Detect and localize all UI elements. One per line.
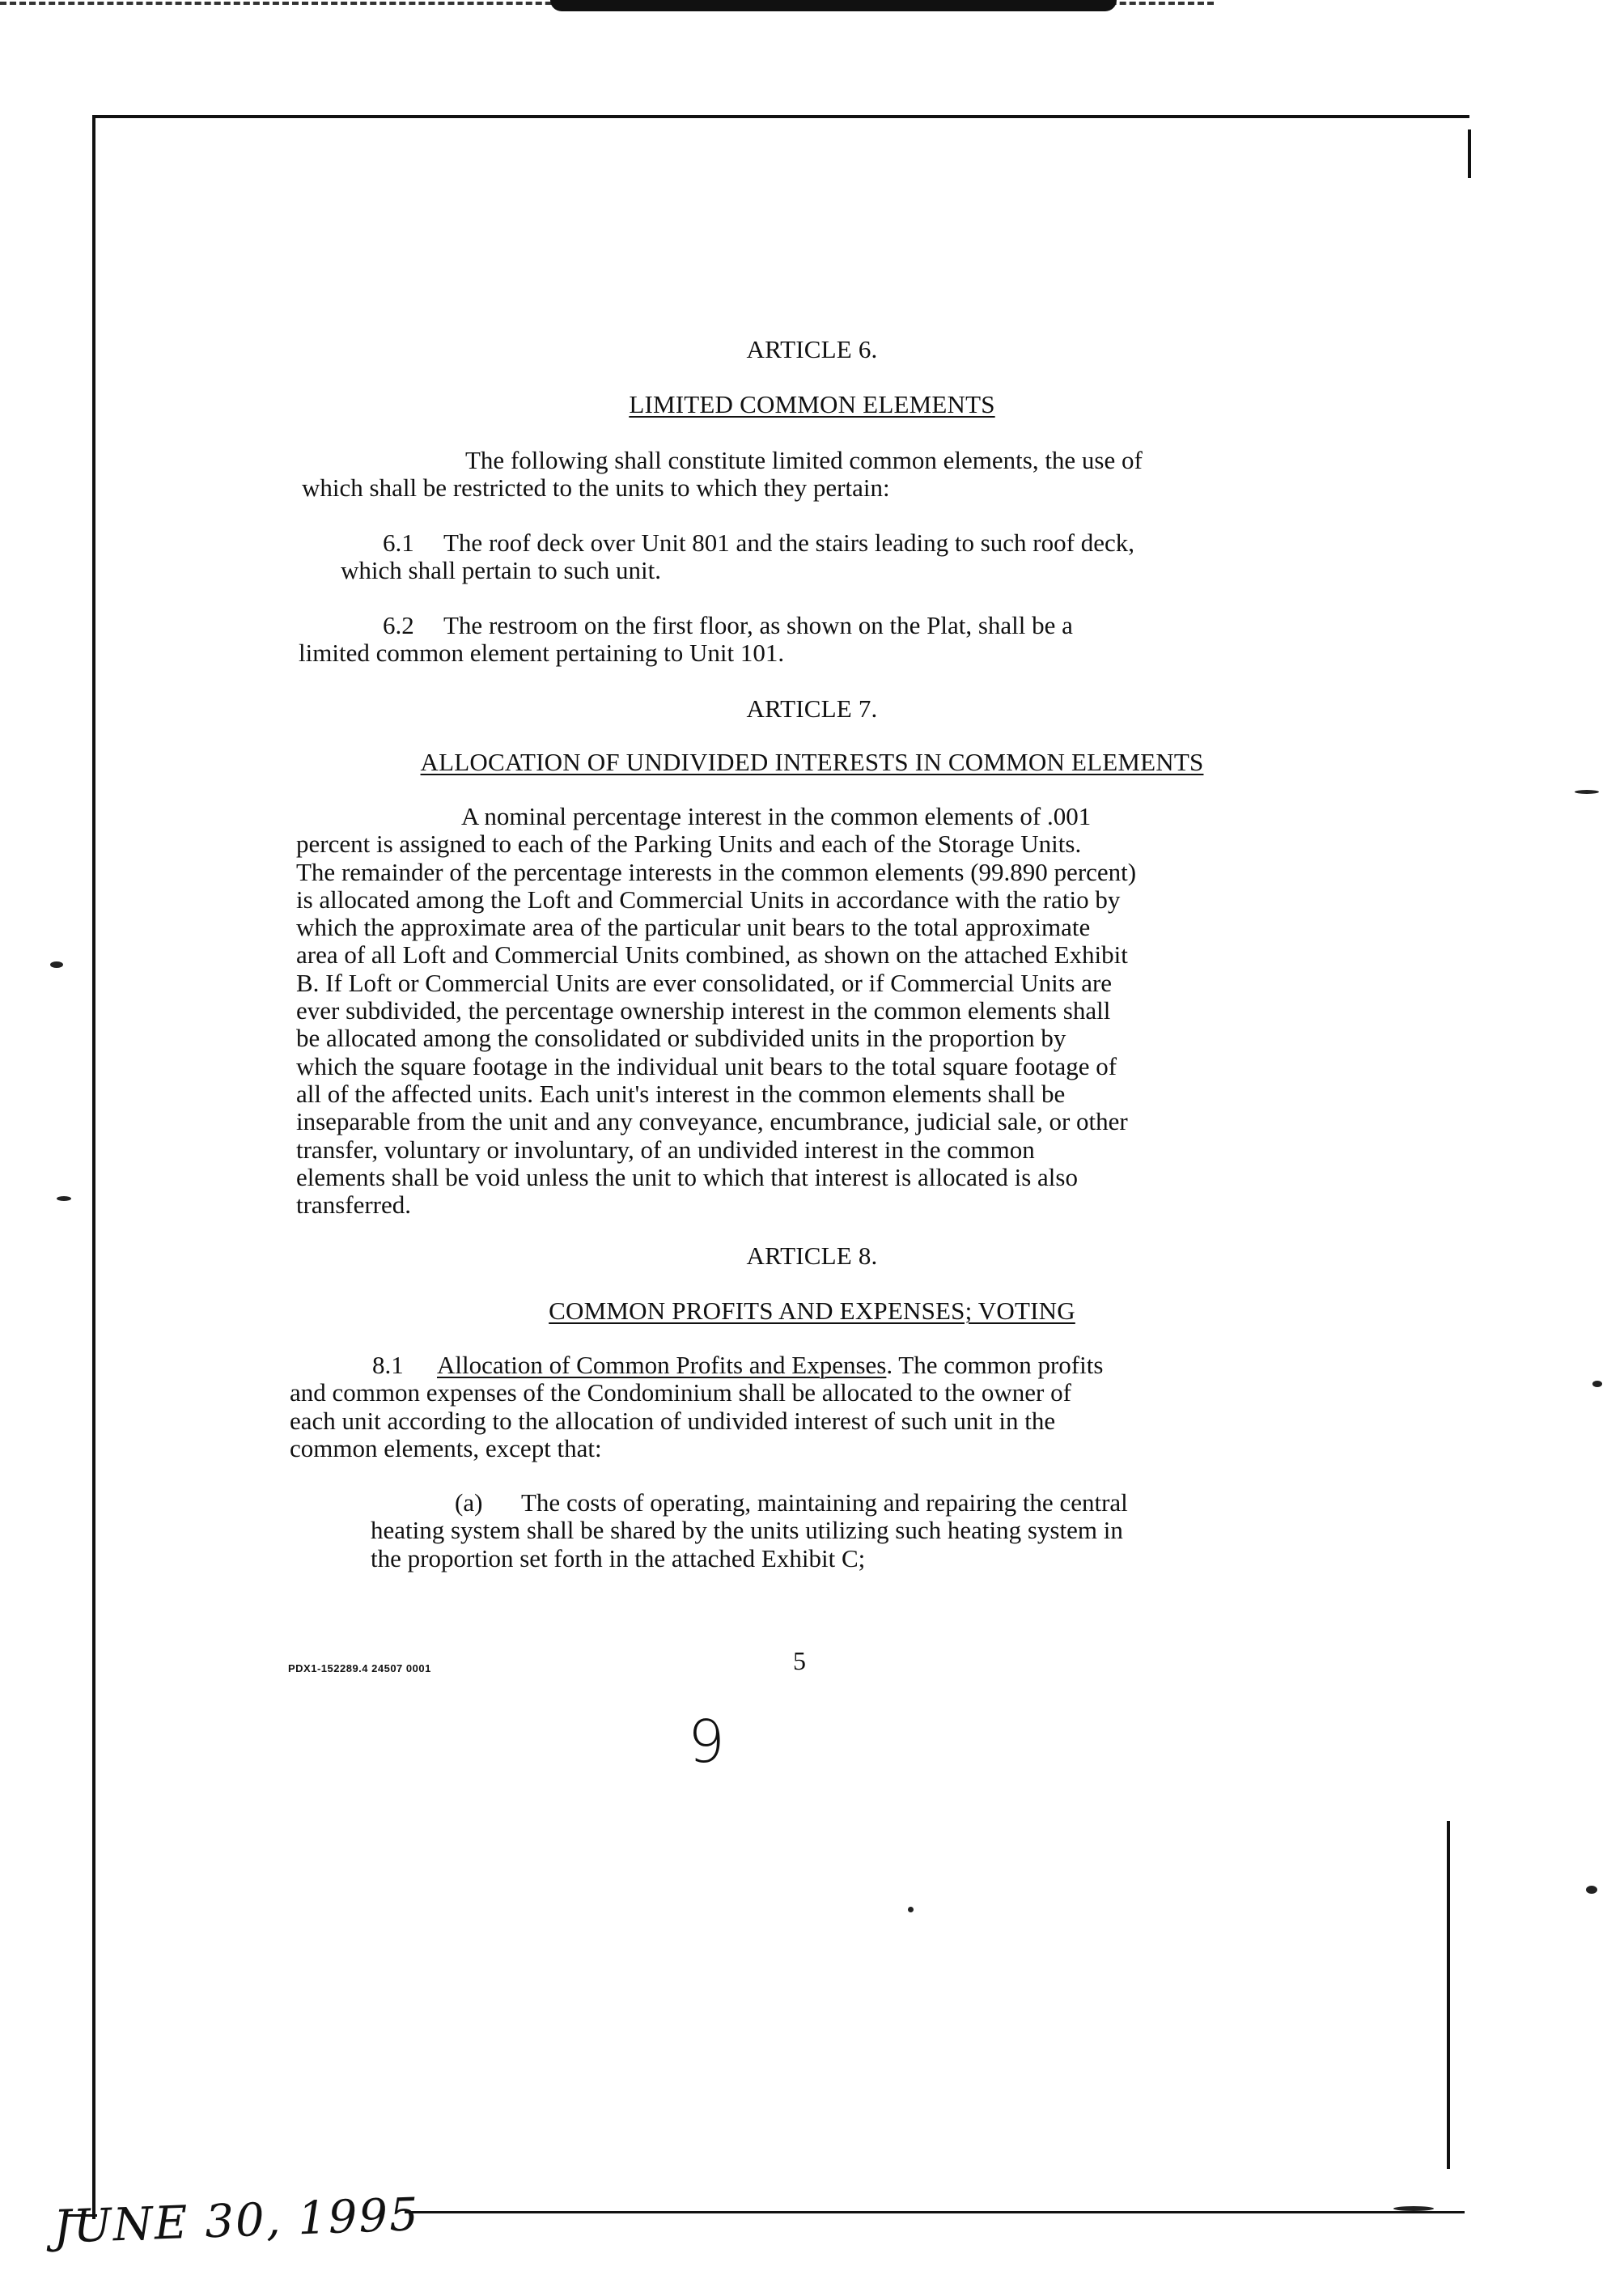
article-7-line: A nominal percentage interest in the common elements of .001 [461, 802, 1092, 830]
article-6-item-2-line2: limited common element pertaining to Unit 101. [299, 639, 785, 668]
article-6-intro [302, 447, 1281, 503]
article-6-item-2-text: The restroom on the first floor, as shown on the Plat, shall be a [443, 611, 1073, 639]
item-number: 6.1 [383, 528, 414, 557]
frame-right-bottom-line [1447, 1821, 1450, 2169]
article-8-sub-a-line1 [371, 1489, 1309, 1517]
article-8-title-text: ARTICLE 8. [746, 1241, 878, 1270]
page-number: 5 [793, 1646, 806, 1675]
scan-speck [1575, 790, 1599, 794]
scan-speck [908, 1907, 914, 1912]
article-6-title [0, 335, 1624, 364]
article-6-heading-text: LIMITED COMMON ELEMENTS [629, 390, 995, 418]
article-8-title [0, 1241, 1624, 1271]
article-7-heading-text: ALLOCATION OF UNDIVIDED INTERESTS IN COMMON ELEMENTS [420, 748, 1204, 776]
article-6-item-1 [341, 529, 1279, 585]
article-7-title-text: ARTICLE 7. [746, 694, 878, 723]
article-8-item-1 [290, 1352, 1301, 1462]
article-8-item-1-text: . The common profits [886, 1351, 1104, 1379]
article-6-title-text: ARTICLE 6. [746, 335, 878, 363]
article-6-item-1-line1 [341, 529, 1279, 557]
scan-speck [1586, 1886, 1597, 1894]
document-code: PDX1-152289.4 24507 0001 [288, 1662, 431, 1674]
article-7-line: transfer, voluntary or involuntary, of an undivided interest in the common [296, 1135, 1035, 1164]
article-7-body [296, 803, 1312, 1219]
scan-speck [1393, 2206, 1434, 2211]
article-8-sub-a [371, 1489, 1309, 1572]
scan-speck [1592, 1381, 1602, 1387]
article-7-line: area of all Loft and Commercial Units combined, as shown on the attached Exhibit [296, 940, 1128, 970]
article-6-intro-line1: The following shall constitute limited common elements, the use of [465, 446, 1143, 474]
frame-top-line [94, 115, 1469, 118]
item-number: 6.2 [383, 611, 414, 639]
article-7-line: The remainder of the percentage interests in the common elements (99.890 percent) [296, 857, 1137, 886]
handwritten-page-number: 9 [688, 1708, 725, 1776]
article-7-line: is allocated among the Loft and Commercial Units in accordance with the ratio by [296, 885, 1121, 914]
article-8-item-1-line: each unit according to the allocation of undivided interest of such unit in the [290, 1406, 1056, 1435]
article-8-sub-a-line: heating system shall be shared by the units utilizing such heating system in [371, 1516, 1123, 1545]
article-6-intro-line2: which shall be restricted to the units to which they pertain: [302, 473, 890, 503]
sub-item-label: (a) [455, 1488, 483, 1517]
scan-speck [50, 961, 63, 968]
handwritten-date: JUNE 30, 1995 [53, 2188, 421, 2254]
article-8-sub-a-line: the proportion set forth in the attached Exhibit C; [371, 1543, 866, 1572]
article-8-heading-text: COMMON PROFITS AND EXPENSES; VOTING [549, 1297, 1075, 1325]
article-6-item-1-text: The roof deck over Unit 801 and the stairs leading to such roof deck, [443, 528, 1134, 557]
article-7-heading [0, 748, 1624, 777]
article-7-line: all of the affected units. Each unit's interest in the common elements shall be [296, 1079, 1066, 1108]
frame-left-line [92, 115, 95, 2219]
article-6-item-2-line1 [299, 612, 1237, 639]
item-number: 8.1 [372, 1351, 404, 1379]
article-7-line: inseparable from the unit and any conveyance, encumbrance, judicial sale, or other [296, 1107, 1128, 1136]
article-8-item-1-line1 [290, 1352, 1301, 1379]
article-8-item-1-caption: Allocation of Common Profits and Expenses [437, 1351, 887, 1379]
article-7-line: elements shall be void unless the unit to which that interest is allocated is also [296, 1162, 1078, 1191]
article-6-item-2 [299, 612, 1237, 668]
article-8-item-1-line: common elements, except that: [290, 1433, 602, 1462]
article-7-title [0, 694, 1624, 724]
scan-top-smudge [550, 0, 1117, 11]
scan-speck [57, 1196, 71, 1201]
frame-right-top-tick [1468, 129, 1471, 178]
article-7-line: B. If Loft or Commercial Units are ever consolidated, or if Commercial Units are [296, 968, 1113, 997]
article-7-line: ever subdivided, the percentage ownership interest in the common elements shall [296, 996, 1111, 1025]
article-8-heading [0, 1297, 1624, 1326]
article-7-line: which the square footage in the individual unit bears to the total square footage of [296, 1051, 1117, 1080]
article-7-line: transferred. [296, 1190, 411, 1220]
article-7-line: be allocated among the consolidated or subdivided units in the proportion by [296, 1024, 1066, 1053]
article-7-line: which the approximate area of the particular unit bears to the total approximate [296, 913, 1091, 942]
article-7-line: percent is assigned to each of the Parking Units and each of the Storage Units. [296, 830, 1082, 859]
article-8-sub-a-text: The costs of operating, maintaining and repairing the central [521, 1488, 1128, 1517]
frame-bottom-line [405, 2211, 1465, 2213]
article-6-item-1-line2: which shall pertain to such unit. [341, 556, 662, 585]
article-6-heading [0, 390, 1624, 419]
article-8-item-1-line: and common expenses of the Condominium shall be allocated to the owner of [290, 1378, 1071, 1407]
